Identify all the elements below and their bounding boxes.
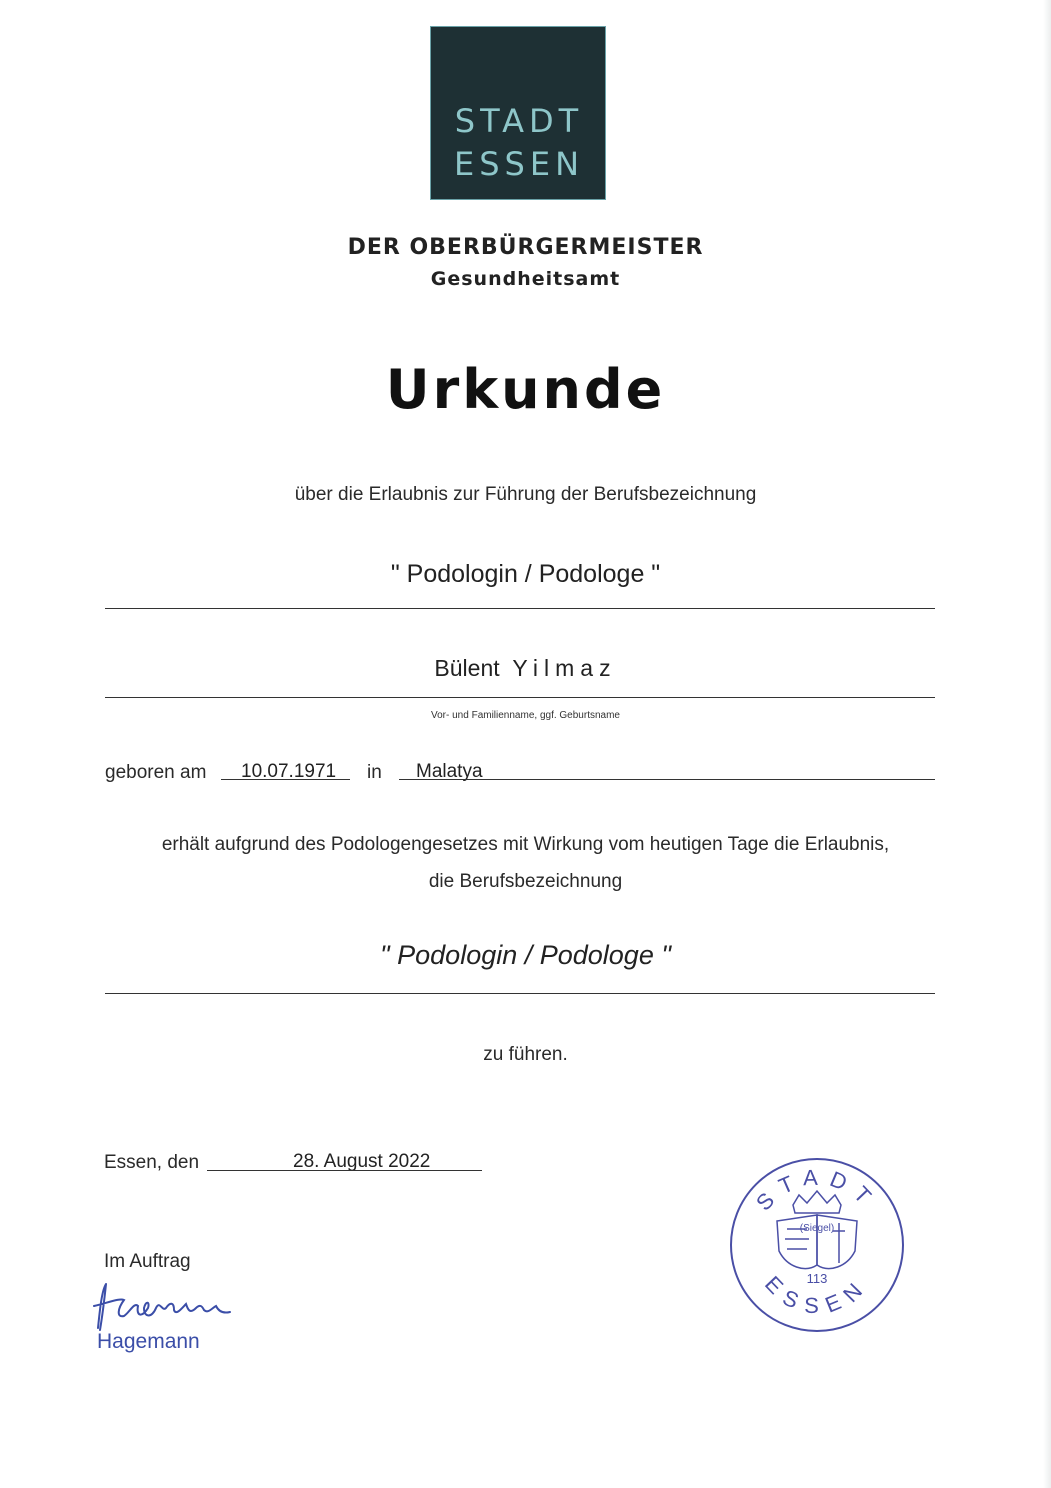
birth-place-line (399, 779, 935, 780)
birth-place: Malatya (416, 761, 483, 782)
handwritten-signature (90, 1278, 250, 1338)
stamp-siegel-label: (Siegel) (799, 1223, 835, 1234)
document-title: Urkunde (385, 358, 666, 421)
birth-date: 10.07.1971 (241, 761, 337, 782)
profession-title-italic: " Podologin / Podologe " (380, 940, 671, 970)
birth-date-line (221, 779, 350, 780)
profession-title: " Podologin / Podologe " (390, 560, 661, 588)
surname: Yilmaz (512, 655, 617, 681)
body-line-2: die Berufsbezeichnung (428, 871, 623, 892)
signatory-name: Hagemann (97, 1330, 200, 1353)
body-line-1: erhält aufgrund des Podologengesetzes mit Wirkung vom heutigen Tage die Erlaubnis, (161, 834, 890, 855)
issue-date: 28. August 2022 (293, 1151, 431, 1172)
born-label: geboren am (105, 762, 207, 783)
issuer-department: Gesundheitsamt (430, 268, 621, 290)
place-label: Essen, den (104, 1152, 200, 1173)
page-edge (1043, 0, 1051, 1488)
name-caption: Vor- und Familienname, ggf. Geburtsname (431, 710, 620, 721)
stadt-essen-logo (430, 26, 606, 200)
issuer-title: DER OBERBÜRGERMEISTER (347, 235, 704, 260)
name-line (105, 697, 935, 698)
logo-line-2: ESSEN (454, 145, 584, 183)
stamp-bottom-text: ESSEN (760, 1271, 874, 1319)
first-name: Bülent (434, 655, 500, 681)
stamp-top-text: STADT (751, 1164, 884, 1216)
closing-text: zu führen. (483, 1044, 568, 1065)
divider-line-2 (105, 993, 935, 994)
issue-date-line (207, 1170, 482, 1171)
stamp-number: 113 (806, 1271, 828, 1286)
intro-text: über die Erlaubnis zur Führung der Berufsbezeichnung (294, 484, 757, 505)
in-label: in (367, 762, 382, 783)
logo-line-1: STADT (454, 102, 584, 140)
person-name (0, 655, 1051, 682)
divider-line (105, 608, 935, 609)
authority-label: Im Auftrag (104, 1251, 191, 1272)
official-seal-stamp (727, 1155, 907, 1335)
